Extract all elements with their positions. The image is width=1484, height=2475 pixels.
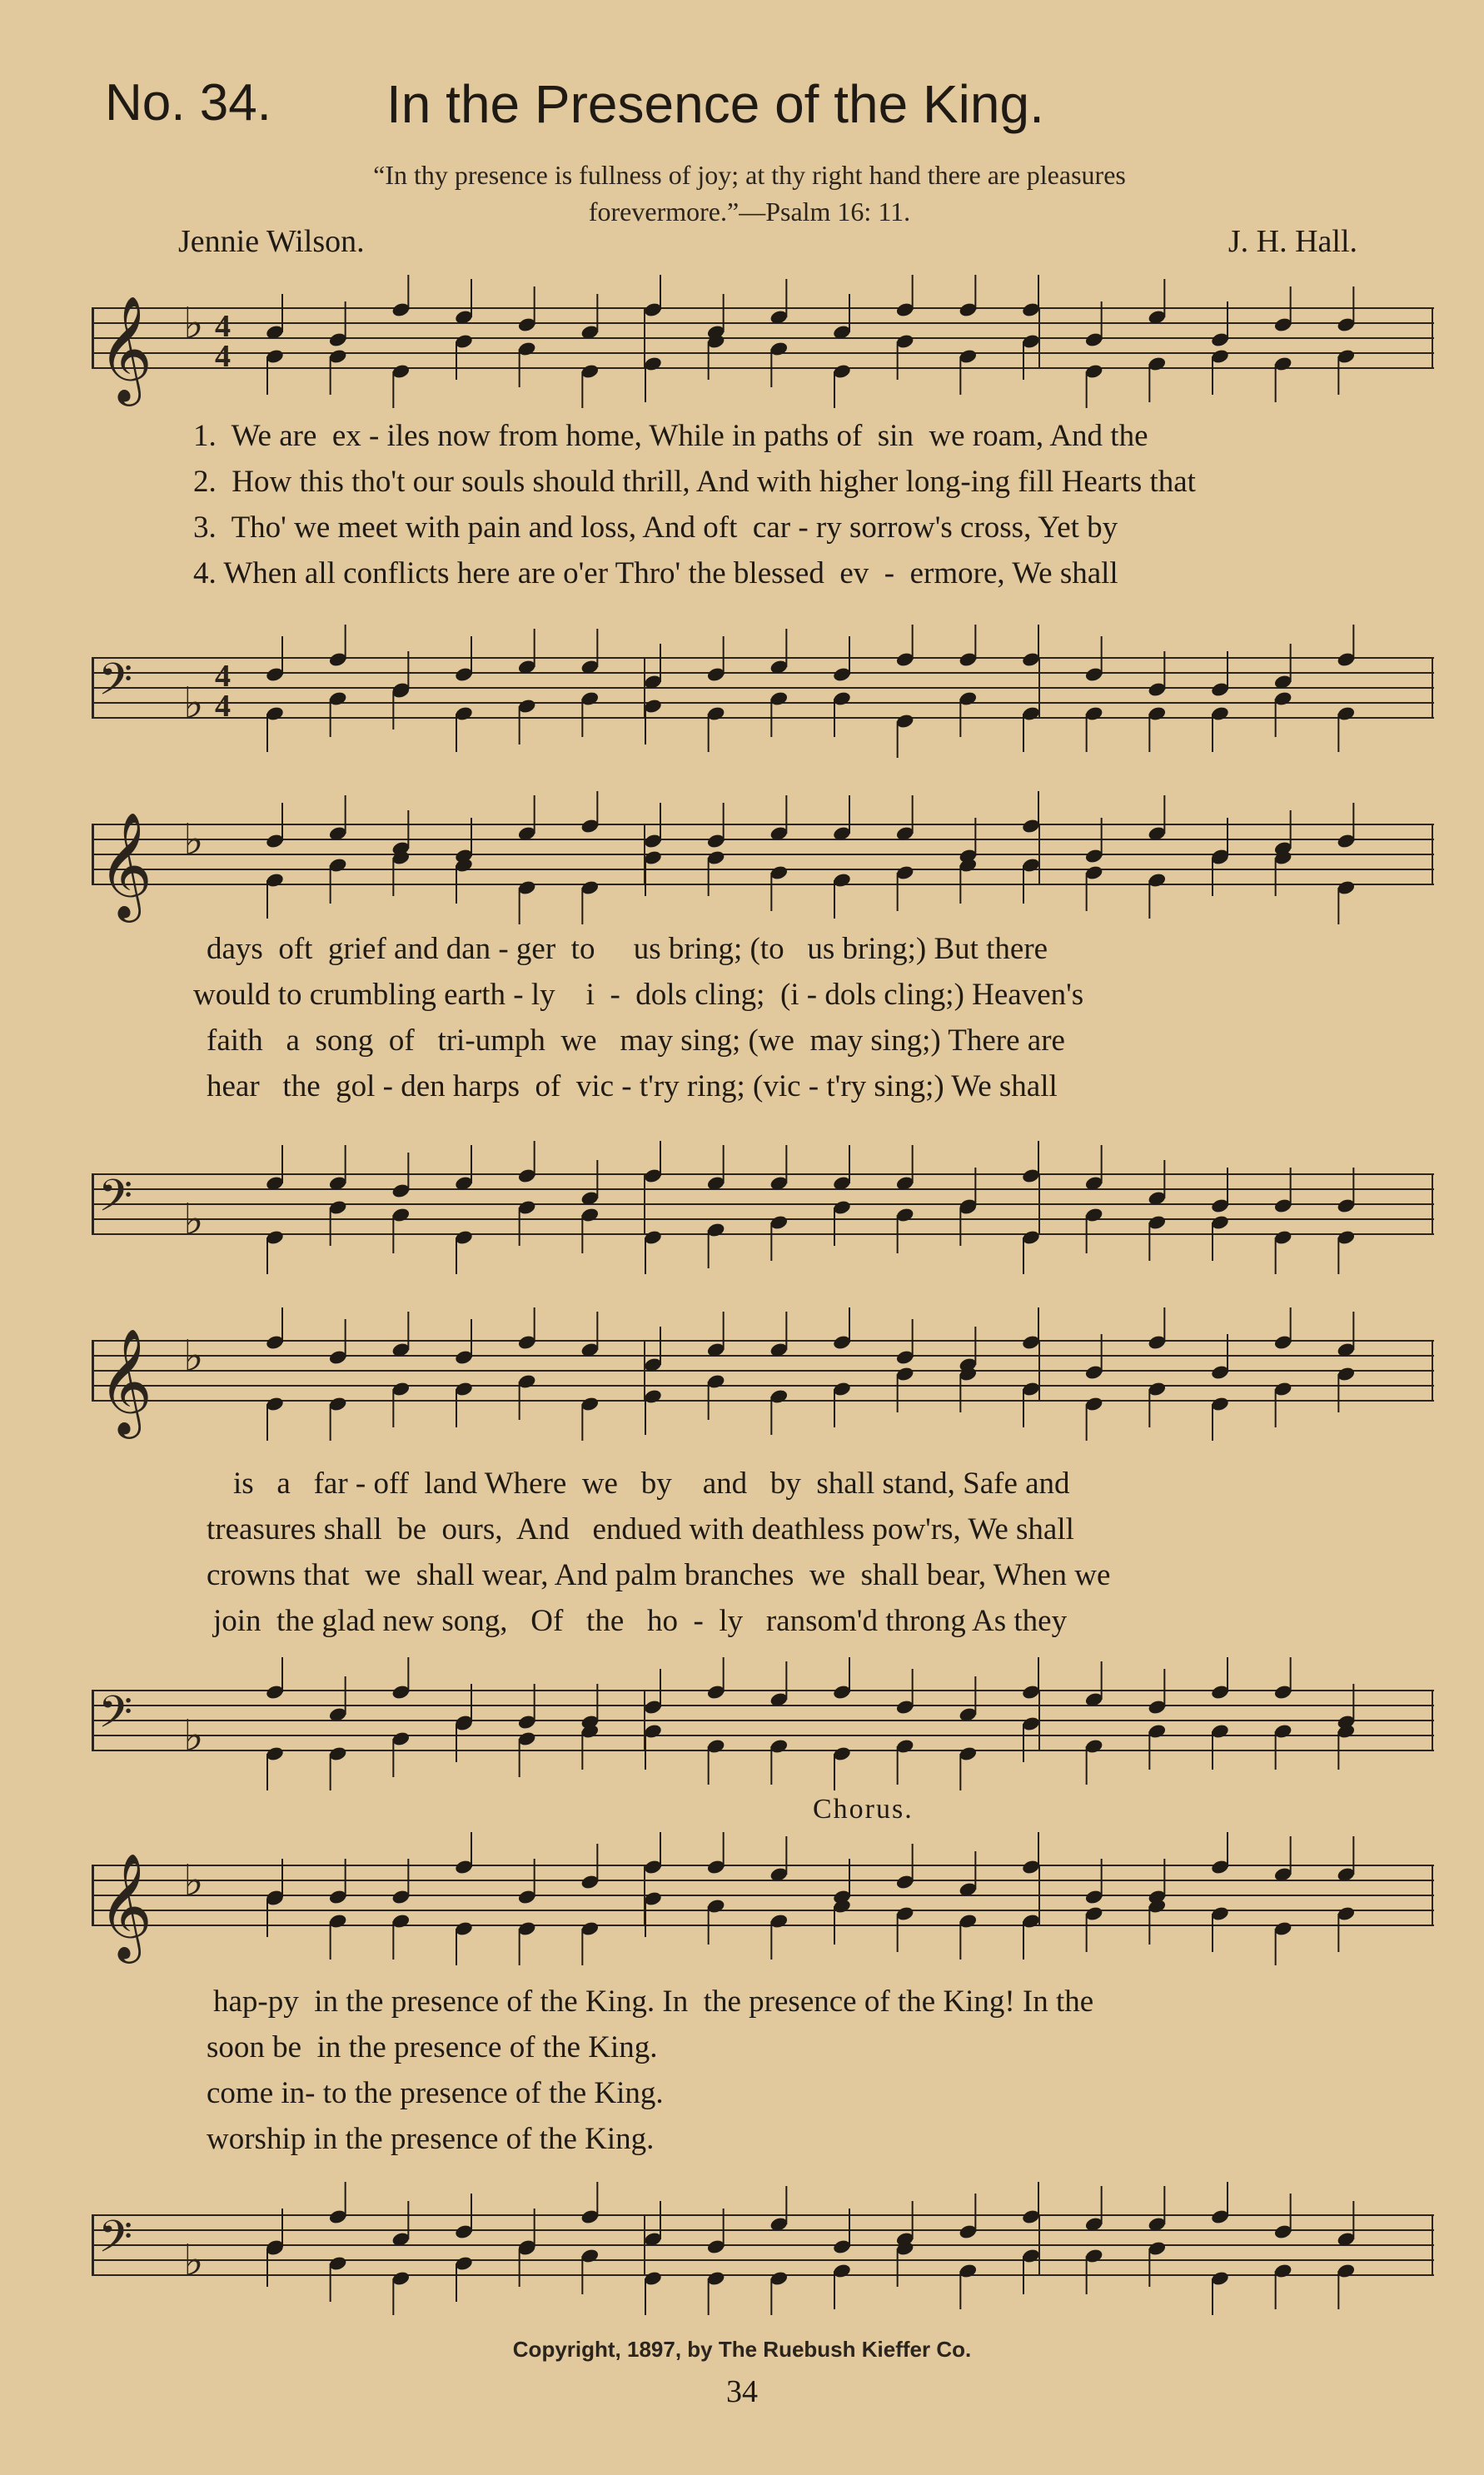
lyric-line: is a far - off land Where we by and by shall stand, Safe and [233, 1467, 1070, 1501]
bass-clef-icon: 𝄢 [98, 1171, 133, 1233]
chorus-label: Chorus. [813, 1794, 914, 1825]
bass-staff [92, 625, 1434, 758]
epigraph-line: forevermore.”—Psalm 16: 11. [588, 197, 911, 227]
hymn-title: In the Presence of the King. [386, 74, 1044, 134]
hymn-number: No. 34. [105, 74, 271, 132]
lyric-line: worship in the presence of the King. [207, 2122, 655, 2156]
page-number: 34 [726, 2374, 758, 2409]
time-signature-top: 4 [215, 309, 231, 344]
lyric-line: 1. We are ex - iles now from home, While in paths of sin we roam, And the [193, 419, 1148, 453]
treble-staff [92, 1832, 1434, 1965]
epigraph-line: “In thy presence is fullness of joy; at thy right hand there are pleasures [373, 160, 1126, 190]
bass-clef-icon: 𝄢 [98, 655, 133, 716]
time-signature-top: 4 [215, 659, 231, 694]
lyric-line: would to crumbling earth - ly i - dols cling; (i - dols cling;) Heaven's [193, 978, 1084, 1012]
treble-staff [92, 791, 1434, 924]
title-row [105, 73, 1404, 140]
lyric-line: faith a song of tri-umph we may sing; (we may sing;) There are [207, 1023, 1065, 1058]
flat-sign-icon: ♭ [183, 1711, 204, 1761]
flat-sign-icon: ♭ [183, 1195, 204, 1245]
lyric-line: days oft grief and dan - ger to us bring; (to us bring;) But there [207, 932, 1048, 966]
treble-clef-icon: 𝄞 [98, 295, 153, 401]
time-signature-bottom: 4 [215, 689, 231, 724]
time-signature-bottom: 4 [215, 339, 231, 374]
lyric-line: 4. When all conflicts here are o'er Thro' the blessed ev - ermore, We shall [193, 556, 1118, 590]
lyric-line: hap-py in the presence of the King. In the presence of the King! In the [213, 1984, 1094, 2019]
lyric-line: treasures shall be ours, And endued with deathless pow'rs, We shall [207, 1512, 1074, 1546]
bass-clef-icon: 𝄢 [98, 1687, 133, 1749]
music-system [92, 1832, 1434, 2298]
bass-staff [92, 1657, 1434, 1790]
lyric-line: hear the gol - den harps of vic - t'ry ring; (vic - t'ry sing;) We shall [207, 1069, 1058, 1103]
lyricist-credit: Jennie Wilson. [178, 224, 365, 259]
treble-clef-icon: 𝄞 [98, 1852, 153, 1959]
flat-sign-icon: ♭ [183, 815, 204, 865]
treble-staff [92, 275, 1434, 408]
flat-sign-icon: ♭ [183, 2236, 204, 2286]
treble-clef-icon: 𝄞 [98, 1327, 153, 1434]
flat-sign-icon: ♭ [183, 299, 204, 349]
bass-clef-icon: 𝄢 [98, 2212, 133, 2273]
epigraph [167, 157, 1332, 230]
lyric-line: come in- to the presence of the King. [207, 2076, 664, 2110]
lyric-line: join the glad new song, Of the ho - ly ransom'd throng As they [213, 1604, 1068, 1638]
treble-staff [92, 1307, 1434, 1441]
flat-sign-icon: ♭ [183, 1856, 204, 1906]
treble-clef-icon: 𝄞 [98, 811, 153, 918]
lyric-line: 3. Tho' we meet with pain and loss, And oft car - ry sorrow's cross, Yet by [193, 510, 1118, 545]
lyric-line: crowns that we shall wear, And palm branches we shall bear, When we [207, 1558, 1111, 1592]
lyric-line: soon be in the presence of the King. [207, 2030, 658, 2064]
bass-staff [92, 2182, 1434, 2315]
flat-sign-icon: ♭ [183, 1332, 204, 1382]
bass-staff [92, 1141, 1434, 1274]
copyright-notice: Copyright, 1897, by The Ruebush Kieffer Co. [512, 2337, 972, 2362]
flat-sign-icon: ♭ [183, 679, 204, 729]
composer-credit: J. H. Hall. [1228, 224, 1357, 259]
lyric-line: 2. How this tho't our souls should thrill, And with higher long-ing fill Hearts that [193, 465, 1196, 499]
music-system [92, 275, 1434, 741]
